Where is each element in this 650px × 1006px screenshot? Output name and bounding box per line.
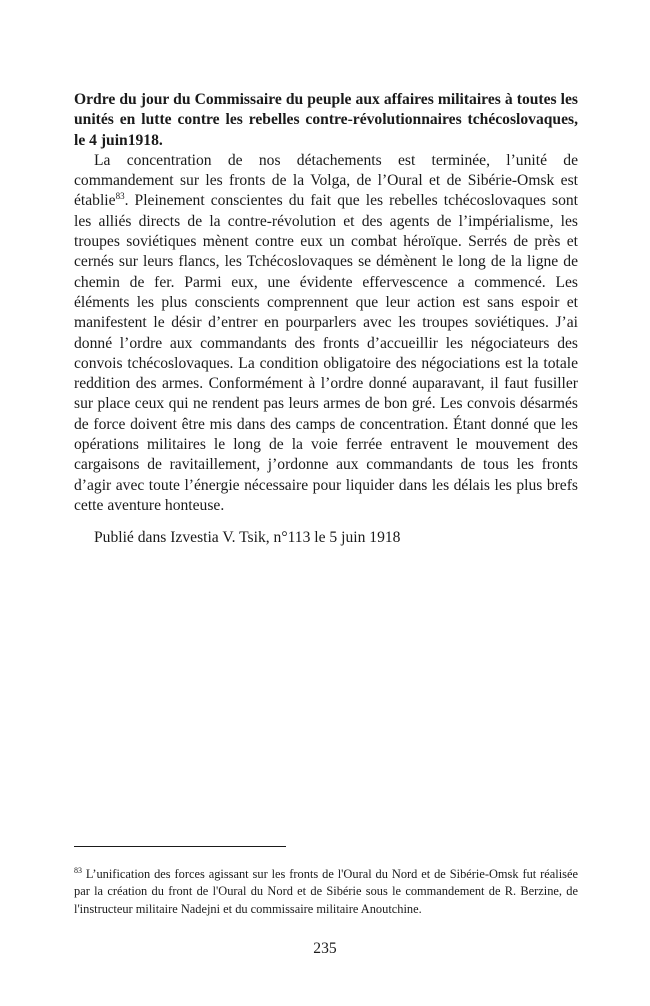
footnote-divider — [74, 846, 286, 847]
page-number: 235 — [313, 940, 337, 957]
body-text-part1: La concentration de nos détachements est terminée, l’unité de commandement sur les fronts de la Volga, de l’Oural et de Sibérie-Omsk est établie — [74, 151, 578, 210]
document-heading: Ordre du jour du Commissaire du peuple aux affaires militaires à toutes les unités en lutte contre les rebelles contre-révolutionnaires tchécoslovaques, le 4 juin1918. — [74, 91, 578, 149]
footnote-text: L’unification des forces agissant sur les fronts de l'Oural du Nord et de Sibérie-Omsk fut réalisée par la création du front de l'Oural du Nord et de Sibérie sous le commandement de R. Berzine, de l'instructeur militaire Nadejni et du commissaire militaire Anoutchine. — [74, 867, 578, 916]
footnote-reference[interactable]: 83 — [115, 191, 125, 202]
page-content — [74, 90, 578, 549]
body-paragraph — [74, 151, 578, 516]
footnote — [74, 866, 578, 918]
footnote-number: 83 — [74, 866, 82, 875]
body-text-part2: . Pleinement conscientes du fait que les rebelles tchécoslovaques sont les alliés directs de la contre-révolution et des agents de l’impérialisme, les troupes soviétiques mènent contre eux un combat héroïque. Serrés de près et cernés sur leurs flancs, les Tchécoslovaques se démènent le long de la ligne de chemin de fer. Parmi eux, une évidente effervescence a commencé. Les éléments les plus conscients comprennent que leur action est sans espoir et manifestent le désir d’entrer en pourparlers avec les troupes soviétiques. J’ai donné l’ordre aux commandants des fronts d’accueillir les négociateurs des convois tchécoslovaques. La condition obligatoire des négociations est la totale reddition des armes. Conformément à l’ordre donné auparavant, il faut fusiller sur place ceux qui ne rendent pas leurs armes de bon gré. Les convois désarmés de force doivent être mis dans des camps de concentration. Étant donné que les opérations militaires le long de la voie ferrée entravent le mouvement des cargaisons de ravitaillement, j’ordonne aux commandants de tous les fronts d’agir avec toute l’énergie nécessaire pour liquider dans les délais les plus brefs cette aventure honteuse. — [74, 192, 578, 514]
publication-note: Publié dans Izvestia V. Tsik, n°113 le 5 juin 1918 — [94, 529, 401, 547]
